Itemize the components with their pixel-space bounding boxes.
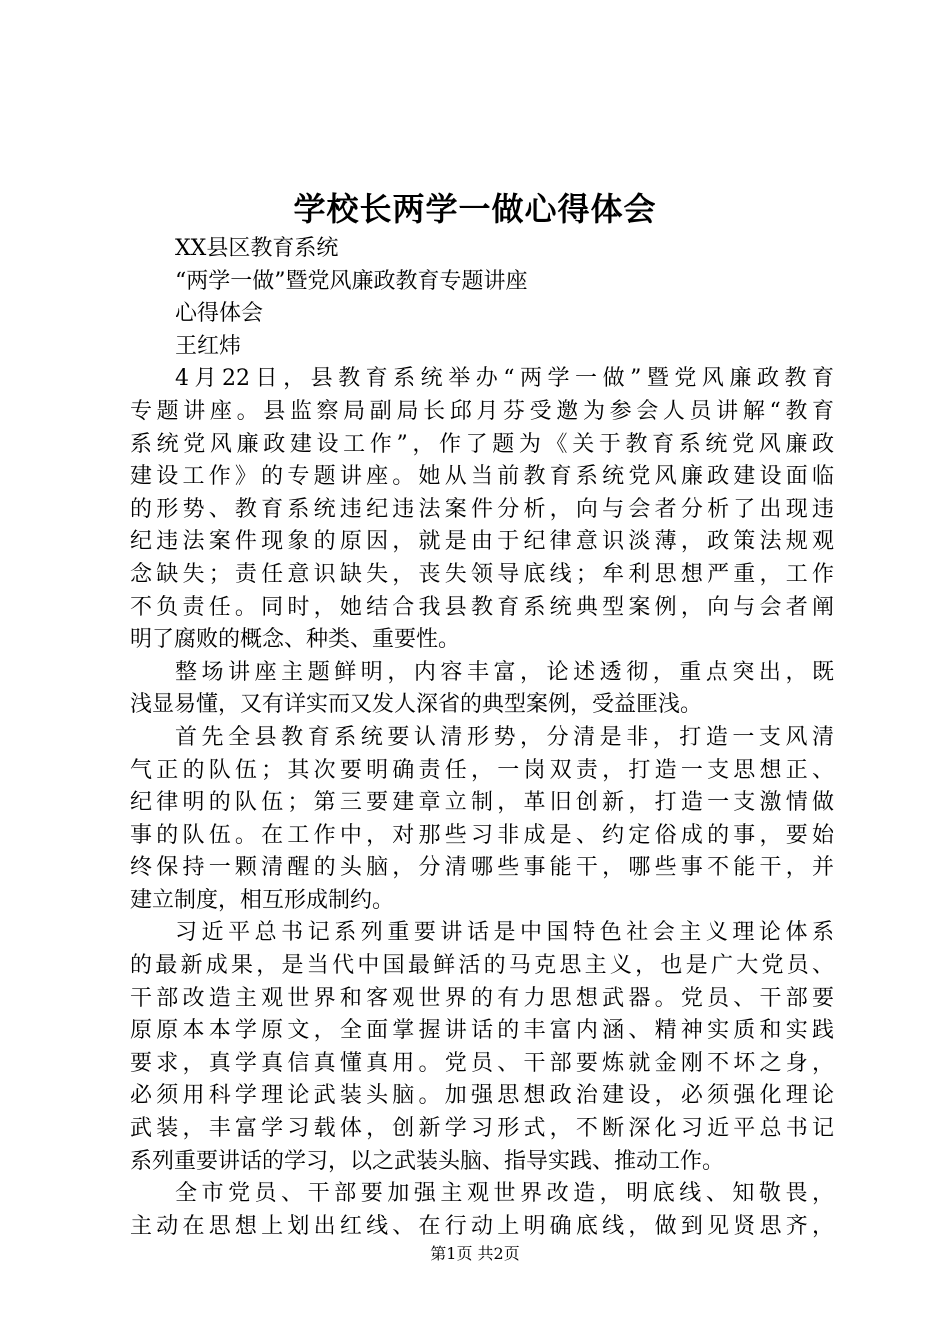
- paragraph-line: 要求，真学真信真懂真用。党员、干部要炼就金刚不坏之身，: [130, 1050, 834, 1076]
- paragraph-line: 的最新成果，是当代中国最鲜活的马克思主义，也是广大党员、: [130, 953, 834, 979]
- paragraph-line: 纪律明的队伍；第三要建章立制，革旧创新，打造一支激情做: [130, 790, 834, 816]
- paragraph-line: 系列重要讲话的学习，以之武装头脑、指导实践、推动工作。: [130, 1148, 725, 1174]
- paragraph-4: [130, 917, 834, 1178]
- paragraph-line: 事的队伍。在工作中，对那些习非成是、约定俗成的事，要始: [130, 822, 834, 848]
- paragraph-line: 必须用科学理论武装头脑。加强思想政治建设，必须强化理论: [130, 1083, 834, 1109]
- header-line-author: 王红炜: [175, 333, 242, 359]
- paragraph-3: [130, 722, 834, 918]
- page-number-footer: 第1页 共2页: [430, 1244, 520, 1263]
- paragraph-1: [130, 363, 834, 656]
- document-body: [130, 233, 834, 1243]
- paragraph-line: 干部改造主观世界和客观世界的有力思想武器。党员、干部要: [130, 985, 834, 1011]
- paragraph-line: 整场讲座主题鲜明，内容丰富，论述透彻，重点突出，既: [175, 659, 834, 685]
- paragraph-line: 建设工作》的专题讲座。她从当前教育系统党风廉政建设面临: [130, 464, 834, 490]
- header-line-topic: “两学一做”暨党风廉政教育专题讲座: [175, 268, 528, 294]
- paragraph-line: 的形势、教育系统违纪违法案件分析，向与会者分析了出现违: [130, 496, 834, 522]
- header-line-org: XX县区教育系统: [175, 236, 339, 261]
- paragraph-line: 念缺失；责任意识缺失，丧失领导底线；牟利思想严重，工作: [130, 561, 834, 587]
- paragraph-line: 主动在思想上划出红线、在行动上明确底线，做到见贤思齐，: [130, 1213, 834, 1239]
- paragraph-line: 全市党员、干部要加强主观世界改造，明底线、知敬畏，: [175, 1181, 834, 1207]
- paragraph-line: 纪违法案件现象的原因，就是由于纪律意识淡薄，政策法规观: [130, 529, 834, 555]
- paragraph-line: 不负责任。同时，她结合我县教育系统典型案例，向与会者阐: [130, 594, 834, 620]
- paragraph-line: 武装，丰富学习载体，创新学习形式，不断深化习近平总书记: [130, 1116, 834, 1142]
- paragraph-line: 建立制度，相互形成制约。: [130, 887, 395, 913]
- paragraph-line: 系统党风廉政建设工作”，作了题为《关于教育系统党风廉政: [130, 431, 834, 457]
- paragraph-5: [130, 1178, 834, 1243]
- paragraph-2: [130, 657, 834, 722]
- paragraph-line: 4月22日，县教育系统举办“两学一做”暨党风廉政教育: [175, 366, 834, 392]
- paragraph-line: 首先全县教育系统要认清形势，分清是非，打造一支风清: [175, 724, 834, 750]
- paragraph-line: 习近平总书记系列重要讲话是中国特色社会主义理论体系: [175, 920, 834, 946]
- paragraph-line: 终保持一颗清醒的头脑，分清哪些事能干，哪些事不能干，并: [130, 855, 834, 881]
- paragraph-line: 明了腐败的概念、种类、重要性。: [130, 627, 461, 653]
- document-title: 学校长两学一做心得体会: [293, 190, 657, 228]
- paragraph-line: 原原本本学原文，全面掌握讲话的丰富内涵、精神实质和实践: [130, 1018, 834, 1044]
- paragraph-line: 专题讲座。县监察局副局长邱月芬受邀为参会人员讲解“教育: [130, 398, 834, 424]
- header-line-subtitle: 心得体会: [175, 301, 264, 327]
- paragraph-line: 浅显易懂，又有详实而又发人深省的典型案例，受益匪浅。: [130, 692, 703, 718]
- paragraph-line: 气正的队伍；其次要明确责任，一岗双责，打造一支思想正、: [130, 757, 834, 783]
